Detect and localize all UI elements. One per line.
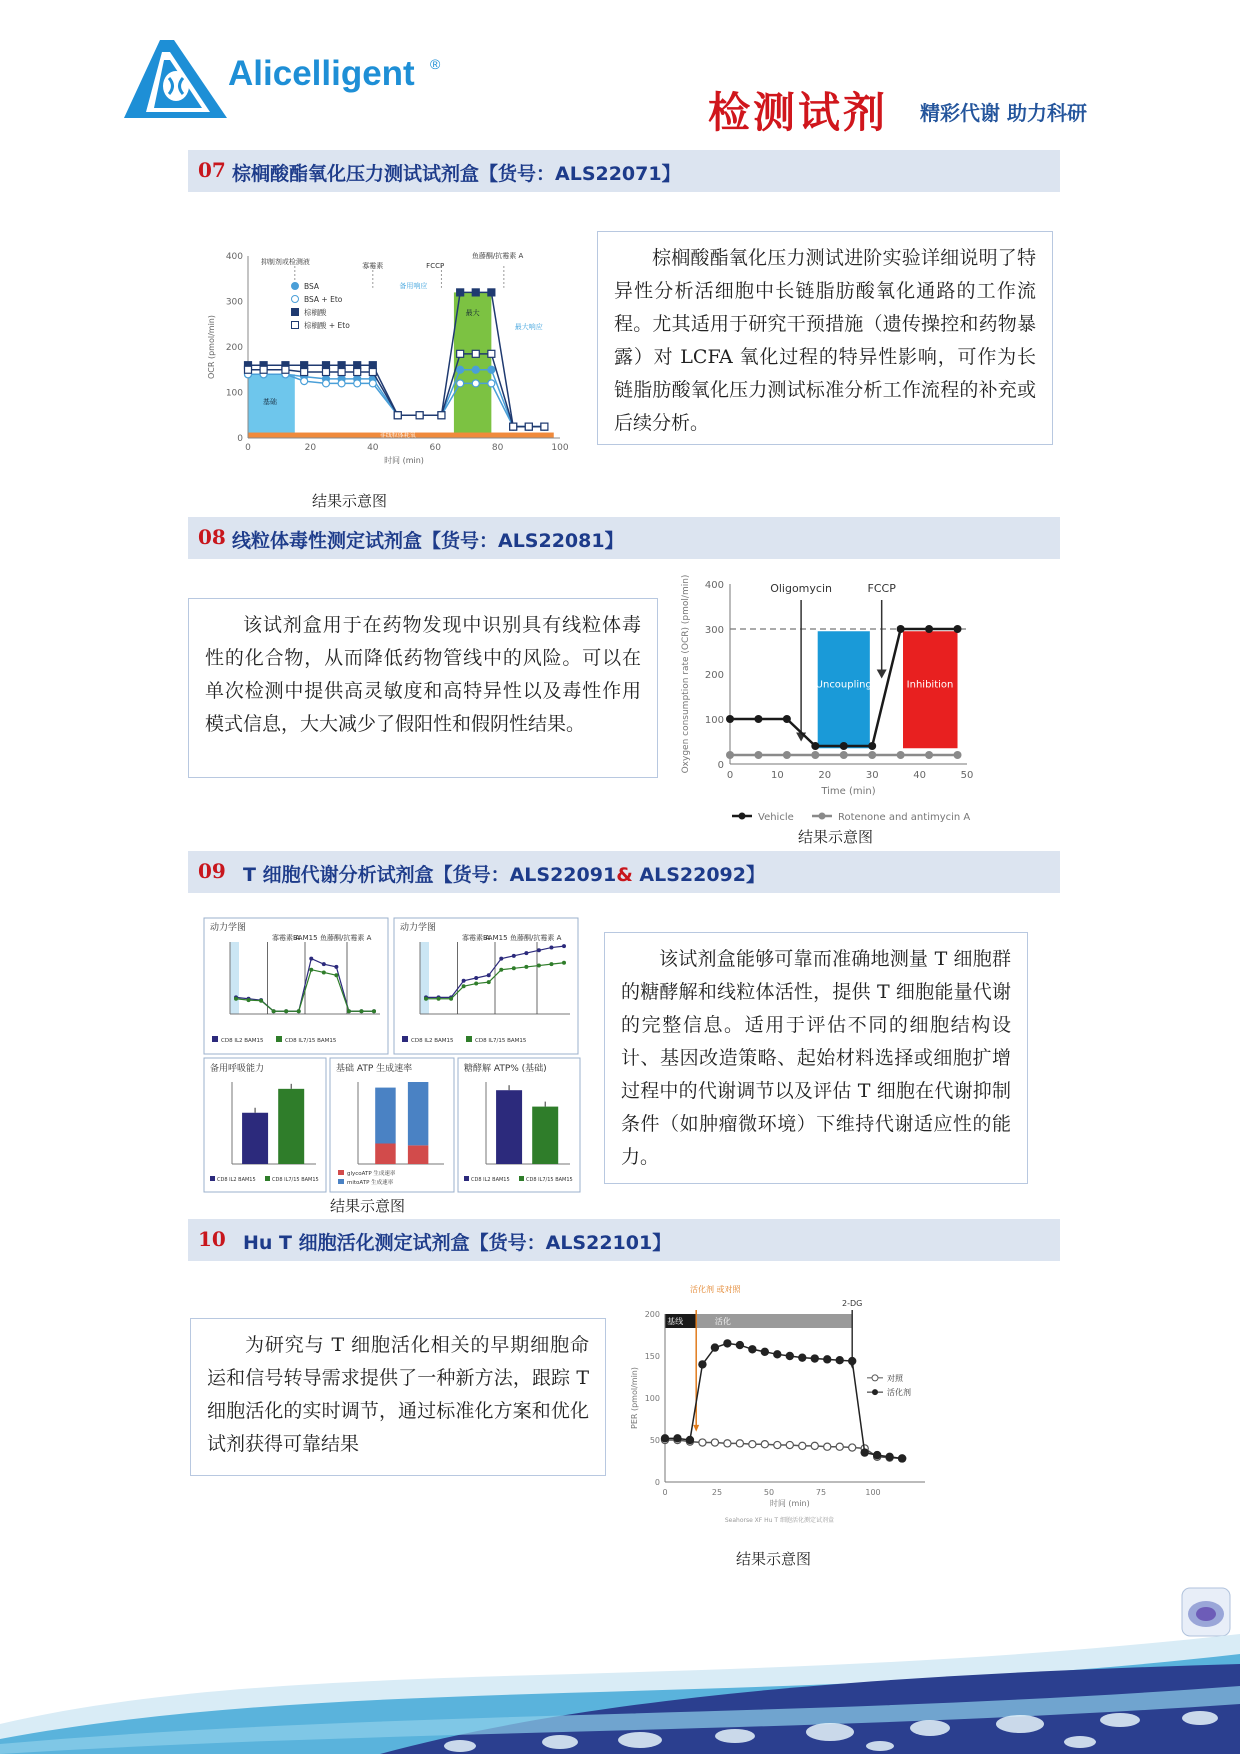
data-point	[301, 362, 308, 369]
data-point	[868, 742, 876, 750]
legend-label: 棕榈酸 + Eto	[304, 321, 350, 330]
legend-marker	[466, 1036, 472, 1042]
section-title: 棕榈酸酯氧化压力测试试剂盒【货号：ALS22071】	[232, 163, 681, 185]
data-point	[309, 968, 313, 972]
annotation: 非线粒体耗氧	[379, 432, 416, 440]
panel-title: 基础 ATP 生成速率	[336, 1064, 413, 1074]
data-point	[849, 1357, 856, 1364]
footer-wave-decoration	[0, 1614, 1240, 1754]
data-point	[301, 369, 308, 376]
data-point	[260, 366, 267, 373]
data-point	[472, 289, 479, 296]
legend-marker	[338, 1170, 344, 1175]
legend-marker	[819, 813, 826, 820]
legend-label: CD8 IL7/15 BAM15	[285, 1038, 337, 1044]
data-point	[524, 965, 528, 969]
data-point	[954, 625, 962, 633]
legend-marker	[872, 1375, 878, 1381]
data-point	[472, 380, 479, 387]
bar	[242, 1113, 268, 1164]
legend-marker	[292, 296, 299, 303]
data-point	[562, 961, 566, 965]
annotation: 最大响应	[514, 322, 543, 331]
data-point	[347, 1009, 351, 1013]
x-tick-label: 20	[304, 443, 317, 453]
x-tick-label: 75	[815, 1488, 827, 1497]
section-number: 08	[198, 525, 226, 549]
data-point	[549, 946, 553, 950]
legend-label: CD8 IL2 BAM15	[217, 1177, 256, 1183]
data-point	[868, 751, 876, 759]
data-point	[686, 1436, 693, 1443]
data-point	[724, 1340, 731, 1347]
section-09-header	[188, 851, 1060, 893]
figure-caption: 结果示意图	[736, 1550, 812, 1568]
logo-registered-mark: ®	[430, 56, 441, 72]
band-label: 基线	[667, 1317, 684, 1326]
legend-label: Vehicle	[758, 812, 794, 823]
legend-marker	[292, 309, 299, 316]
legend-label: BSA + Eto	[304, 295, 343, 304]
data-point	[811, 742, 819, 750]
data-point	[512, 954, 516, 958]
bar	[408, 1082, 428, 1145]
y-axis-label: Oxygen consumption rate (OCR) (pmol/min)	[681, 574, 691, 774]
annotation: BAM15	[293, 934, 318, 942]
y-tick-label: 0	[654, 1478, 660, 1487]
annotation: 寡霉素	[362, 262, 384, 270]
data-point	[774, 1351, 781, 1358]
data-point	[897, 751, 905, 759]
y-axis-label: OCR (pmol/min)	[207, 315, 216, 379]
data-point	[811, 751, 819, 759]
data-point	[774, 1441, 781, 1448]
data-point	[457, 289, 464, 296]
bar	[375, 1144, 395, 1165]
section-08-description	[188, 598, 658, 778]
section-title: 线粒体毒性测定试剂盒【货号：ALS22081】	[232, 530, 624, 552]
data-point	[799, 1354, 806, 1361]
legend-marker	[276, 1036, 282, 1042]
figure-caption: 结果示意图	[330, 1197, 406, 1215]
data-point	[674, 1435, 681, 1442]
data-point	[472, 366, 479, 373]
arrow-head-icon	[877, 670, 887, 679]
data-point	[786, 1352, 793, 1359]
bar	[278, 1089, 304, 1164]
data-point	[247, 998, 251, 1002]
y-tick-label: 100	[225, 388, 243, 399]
section-10-header	[188, 1219, 1060, 1261]
data-point	[234, 997, 238, 1001]
data-point	[861, 1449, 868, 1456]
data-point	[487, 980, 491, 984]
legend-marker	[292, 322, 299, 329]
data-point	[786, 1441, 793, 1448]
legend-marker	[739, 813, 746, 820]
data-point	[749, 1346, 756, 1353]
data-point	[488, 380, 495, 387]
data-point	[437, 997, 441, 1001]
data-point	[338, 369, 345, 376]
legend-label: CD8 IL2 BAM15	[221, 1038, 264, 1044]
x-axis-label: 时间 (min)	[769, 1499, 810, 1508]
data-point	[783, 715, 791, 723]
data-point	[754, 715, 762, 723]
data-point	[954, 751, 962, 759]
bar	[375, 1088, 395, 1144]
chart-tcell-activation	[625, 1284, 945, 1529]
data-point	[761, 1441, 768, 1448]
data-point	[874, 1452, 881, 1459]
data-point	[783, 751, 791, 759]
annotation: 最大	[465, 309, 480, 318]
annotation: 抑制剂或检测液	[260, 258, 310, 266]
section-number: 07	[198, 158, 226, 182]
section-07-header	[188, 150, 1060, 192]
data-point	[457, 350, 464, 357]
y-tick-label: 200	[225, 343, 243, 353]
legend-marker	[872, 1389, 878, 1395]
annotation: 活化剂 或对照	[689, 1285, 741, 1294]
legend-marker	[338, 1179, 344, 1184]
band-label: 活化	[714, 1317, 731, 1326]
chart-footnote: Seahorse XF Hu T 细胞活化测定试剂盒	[724, 1517, 834, 1524]
region-label: Inhibition	[906, 679, 954, 691]
description-text: 该试剂盒用于在药物发现中识别具有线粒体毒性的化合物，从而降低药物管线中的风险。可以在单次检测中提供高灵敏度和高特异性以及毒性作用模式信息，大大减少了假阳性和假阴性结果。	[205, 614, 641, 735]
chart-tcell-panel	[204, 916, 582, 1192]
data-point	[836, 1357, 843, 1364]
data-point	[499, 968, 503, 972]
legend-label: CD8 IL7/15 BAM15	[475, 1038, 527, 1044]
logo-text: Alicelligent	[228, 54, 415, 93]
legend-label: CD8 IL7/15 BAM15	[272, 1177, 319, 1183]
y-tick-label: 50	[649, 1436, 660, 1445]
legend-marker	[210, 1176, 215, 1181]
data-point	[354, 369, 361, 376]
data-point	[537, 948, 541, 952]
data-point	[726, 751, 734, 759]
data-point	[711, 1344, 718, 1351]
data-point	[334, 973, 338, 977]
data-point	[661, 1435, 668, 1442]
legend-label: Rotenone and antimycin A	[838, 812, 971, 823]
data-point	[736, 1341, 743, 1348]
legend-label: CD8 IL7/15 BAM15	[526, 1177, 573, 1183]
data-point	[840, 751, 848, 759]
bar	[532, 1107, 558, 1164]
data-point	[886, 1453, 893, 1460]
region-label: Uncoupling	[815, 679, 872, 691]
data-point	[510, 423, 517, 430]
panel-title: 动力学图	[400, 923, 437, 933]
section-number: 09	[198, 859, 226, 883]
data-point	[899, 1455, 906, 1462]
data-point	[512, 966, 516, 970]
x-tick-label: 0	[726, 770, 734, 781]
legend-marker	[265, 1176, 270, 1181]
data-point	[449, 997, 453, 1001]
data-point	[457, 380, 464, 387]
data-point	[488, 350, 495, 357]
x-axis-label: 时间 (min)	[384, 456, 424, 465]
baseline-region	[230, 942, 239, 1014]
data-point	[726, 715, 734, 723]
chart-fao-stress	[200, 238, 580, 473]
data-point	[301, 378, 308, 385]
data-point	[369, 362, 376, 369]
data-point	[323, 380, 330, 387]
legend-marker	[212, 1036, 218, 1042]
data-point	[474, 976, 478, 980]
x-tick-label: 100	[551, 443, 569, 453]
logo	[124, 38, 454, 118]
data-point	[754, 751, 762, 759]
data-point	[925, 625, 933, 633]
data-point	[309, 957, 313, 961]
y-tick-label: 300	[704, 625, 724, 636]
data-point	[499, 957, 503, 961]
annotation: 2-DG	[842, 1299, 863, 1308]
legend-label: CD8 IL2 BAM15	[471, 1177, 510, 1183]
annotation: FCCP	[426, 262, 445, 270]
data-point	[724, 1440, 731, 1447]
section-08-header	[188, 517, 1060, 559]
data-point	[282, 366, 289, 373]
data-point	[488, 289, 495, 296]
section-title: Hu T 细胞活化测定试剂盒【货号：ALS22101】	[243, 1232, 672, 1254]
x-tick-label: 80	[491, 443, 504, 453]
legend-label: 活化剂	[887, 1388, 911, 1398]
y-tick-label: 100	[704, 715, 724, 726]
x-tick-label: 50	[960, 770, 974, 781]
data-point	[259, 999, 263, 1003]
figure-caption: 结果示意图	[312, 492, 388, 510]
annotation: 鱼藤酮/抗霉素 A	[510, 934, 562, 942]
x-tick-label: 0	[245, 443, 251, 453]
legend-marker	[464, 1176, 469, 1181]
annotation: 基础	[262, 397, 277, 406]
data-point	[354, 380, 361, 387]
y-axis-label: PER (pmol/min)	[630, 1367, 639, 1429]
section-07-description	[597, 231, 1053, 445]
legend-label: glycoATP 生成速率	[347, 1171, 396, 1177]
data-point	[323, 369, 330, 376]
x-tick-label: 50	[763, 1488, 775, 1497]
x-tick-label: 40	[913, 770, 926, 781]
data-point	[424, 997, 428, 1001]
data-point	[487, 973, 491, 977]
legend-label: BSA	[304, 282, 320, 291]
data-point	[369, 380, 376, 387]
chart-mito-tox	[672, 572, 972, 822]
data-point	[284, 1009, 288, 1013]
data-point	[359, 1009, 363, 1013]
data-point	[472, 350, 479, 357]
annotation: FCCP	[867, 582, 896, 595]
title-ampersand: &	[616, 864, 633, 886]
data-point	[811, 1442, 818, 1449]
data-point	[549, 962, 553, 966]
annotation: Oligomycin	[770, 582, 832, 595]
data-point	[524, 951, 528, 955]
data-point	[840, 742, 848, 750]
data-point	[541, 423, 548, 430]
annotation: 鱼藤酮/抗霉素 A	[471, 252, 524, 260]
annotation: 鱼藤酮/抗霉素 A	[320, 934, 372, 942]
bar	[496, 1090, 522, 1164]
x-tick-label: 25	[711, 1488, 723, 1497]
legend-label: 棕榈酸	[304, 308, 327, 317]
data-point	[761, 1348, 768, 1355]
legend-label: mitoATP 生成速率	[347, 1180, 394, 1186]
y-tick-label: 0	[717, 760, 724, 771]
description-text: 该试剂盒能够可靠而准确地测量 T 细胞群的糖酵解和线粒体活性，提供 T 细胞能量代谢的完整信息。适用于评估不同的细胞结构设计、基因改造策略、起始材料选择或细胞扩增过程中的代谢调节以及评估 T 细胞在代谢抑制条件（如肿瘤微环境）下维持代谢适应性的能力。	[621, 948, 1011, 1168]
data-point	[394, 412, 401, 419]
data-point	[799, 1442, 806, 1449]
y-tick-label: 100	[644, 1394, 660, 1403]
y-tick-label: 200	[704, 670, 724, 681]
y-tick-label: 0	[237, 434, 243, 444]
y-tick-label: 300	[225, 297, 243, 308]
annotation: 寡霉素 A	[462, 934, 491, 942]
x-tick-label: 20	[818, 770, 832, 781]
x-tick-label: 0	[662, 1488, 668, 1497]
data-point	[416, 412, 423, 419]
x-tick-label: 40	[367, 443, 379, 453]
data-point	[836, 1443, 843, 1450]
y-tick-label: 150	[644, 1352, 660, 1361]
legend-marker	[519, 1176, 524, 1181]
data-point	[488, 366, 495, 373]
data-point	[338, 362, 345, 369]
data-point	[457, 366, 464, 373]
annotation: 备用响应	[399, 281, 428, 290]
data-point	[525, 423, 532, 430]
annotation: BAM15	[483, 934, 508, 942]
y-tick-label: 400	[704, 580, 724, 591]
header-slogan: 精彩代谢 助力科研	[920, 101, 1087, 125]
data-point	[369, 369, 376, 376]
panel-title: 备用呼吸能力	[210, 1064, 265, 1074]
section-10-description	[190, 1318, 606, 1476]
logo-mark-icon	[124, 38, 230, 118]
title-part: ALS22092】	[632, 864, 765, 886]
data-point	[334, 965, 338, 969]
baseline-region	[420, 942, 429, 1014]
legend-marker	[402, 1036, 408, 1042]
data-point	[537, 964, 541, 968]
legend-marker	[292, 283, 299, 290]
description-text: 棕榈酸酯氧化压力测试进阶实验详细说明了特异性分析活细胞中长链脂肪酸氧化通路的工作流程。尤其适用于研究干预措施（遗传操控和药物暴露）对 LCFA 氧化过程的特异性影响，可作为长链脂肪酸氧化压力测试标准分析工作流程的补充或后续分析。	[614, 247, 1036, 434]
data-point	[245, 366, 252, 373]
y-tick-label: 200	[644, 1310, 660, 1319]
data-point	[322, 970, 326, 974]
title-part: T 细胞代谢分析试剂盒【货号：ALS22091	[243, 864, 617, 886]
header-title: 检测试剂	[708, 88, 889, 137]
data-point	[462, 979, 466, 983]
data-point	[699, 1361, 706, 1368]
data-point	[824, 1443, 831, 1450]
data-point	[474, 982, 478, 986]
x-tick-label: 10	[771, 770, 784, 781]
bar	[408, 1145, 428, 1164]
basal-region	[248, 374, 295, 438]
arrow-head-icon	[693, 1425, 699, 1432]
data-point	[711, 1439, 718, 1446]
x-tick-label: 100	[865, 1488, 881, 1497]
data-point	[849, 1444, 856, 1451]
data-point	[462, 984, 466, 988]
legend-label: 对照	[887, 1373, 903, 1383]
section-09-description	[604, 932, 1028, 1184]
data-point	[338, 380, 345, 387]
panel-title: 动力学图	[210, 923, 247, 933]
data-point	[372, 1009, 376, 1013]
figure-caption: 结果示意图	[798, 828, 874, 846]
data-point	[811, 1355, 818, 1362]
description-text: 为研究与 T 细胞活化相关的早期细胞命运和信号转导需求提供了一种新方法，跟踪 T 细胞活化的实时调节，通过标准化方案和优化试剂获得可靠结果	[207, 1334, 589, 1455]
data-point	[925, 751, 933, 759]
data-point	[272, 1009, 276, 1013]
legend-label: CD8 IL2 BAM15	[411, 1038, 454, 1044]
x-tick-label: 60	[429, 443, 441, 453]
data-point	[438, 412, 445, 419]
section-number: 10	[198, 1227, 226, 1251]
data-point	[897, 625, 905, 633]
data-point	[297, 1009, 301, 1013]
x-tick-label: 30	[865, 770, 879, 781]
annotation: 寡霉素 A	[272, 934, 301, 942]
section-title	[243, 860, 765, 887]
data-point	[322, 962, 326, 966]
x-axis-label: Time (min)	[821, 786, 876, 797]
data-point	[699, 1439, 706, 1446]
y-tick-label: 400	[225, 252, 243, 262]
data-point	[323, 362, 330, 369]
data-point	[749, 1441, 756, 1448]
panel-title: 糖酵解 ATP% (基础)	[464, 1064, 547, 1074]
data-point	[736, 1440, 743, 1447]
data-point	[562, 944, 566, 948]
data-point	[354, 362, 361, 369]
data-point	[824, 1356, 831, 1363]
